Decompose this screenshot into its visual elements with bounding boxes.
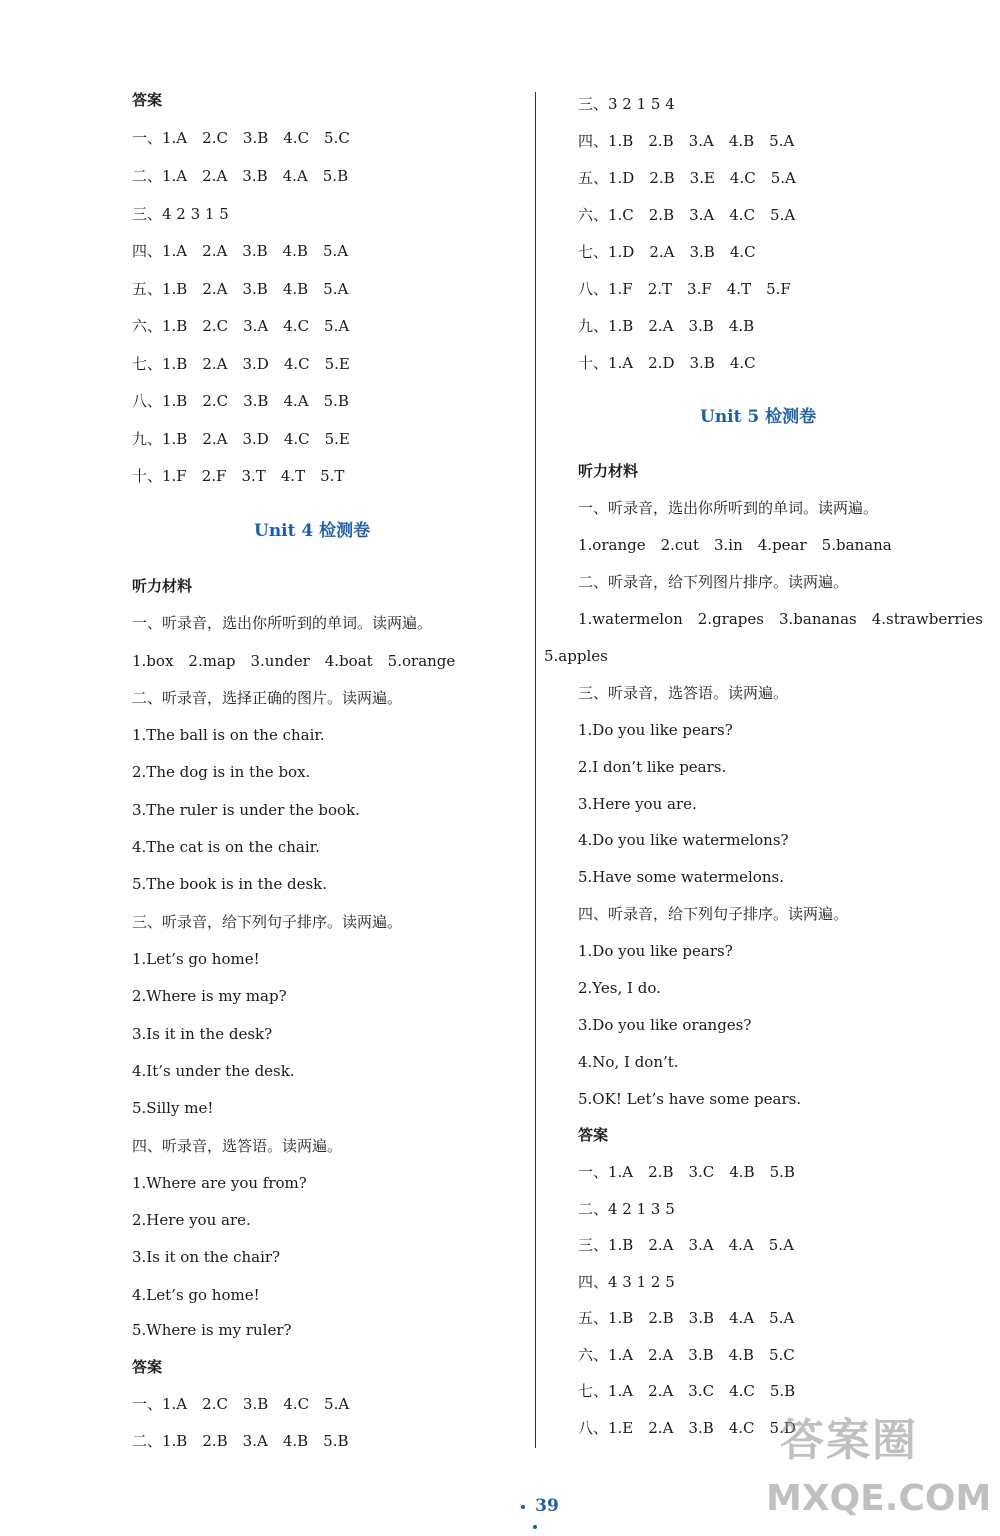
right-text-line: 5.Have some watermelons. <box>578 868 784 886</box>
left-text-line: 一、1.A 2.C 3.B 4.C 5.C <box>132 129 350 147</box>
watermark-top: 答案圈 <box>780 1415 918 1466</box>
left-text-line: 4.Let’s go home! <box>132 1286 260 1304</box>
left-heading: 答案 <box>132 91 163 109</box>
right-text-line: 七、1.D 2.A 3.B 4.C <box>578 243 756 261</box>
left-text-line: 4.The cat is on the chair. <box>132 838 320 856</box>
left-text-line: 一、听录音，选出你所听到的单词。读两遍。 <box>132 614 433 632</box>
page-number-text: 39 <box>535 1496 559 1516</box>
left-section-title: Unit 4 检测卷 <box>254 521 371 541</box>
dot-left <box>521 1505 525 1509</box>
left-text-line: 1.Let’s go home! <box>132 950 260 968</box>
right-text-line: 八、1.E 2.A 3.B 4.C 5.D <box>578 1419 796 1437</box>
right-text-line: 一、听录音，选出你所听到的单词。读两遍。 <box>578 499 879 517</box>
right-heading: 答案 <box>578 1126 609 1144</box>
dot-right <box>533 1525 537 1529</box>
left-text-line: 四、听录音，选答语。读两遍。 <box>132 1137 343 1155</box>
left-text-line: 3.Is it in the desk? <box>132 1025 273 1043</box>
right-text-line: 五、1.D 2.B 3.E 4.C 5.A <box>578 169 796 187</box>
right-text-line: 1.Do you like pears? <box>578 721 733 739</box>
right-text-line: 六、1.C 2.B 3.A 4.C 5.A <box>578 206 796 224</box>
left-text-line: 1.The ball is on the chair. <box>132 726 325 744</box>
right-text-line: 2.I don’t like pears. <box>578 758 727 776</box>
left-heading: 听力材料 <box>132 577 193 595</box>
right-text-line: 4.Do you like watermelons? <box>578 831 789 849</box>
left-text-line: 七、1.B 2.A 3.D 4.C 5.E <box>132 355 350 373</box>
right-text-line: 五、1.B 2.B 3.B 4.A 5.A <box>578 1309 795 1327</box>
left-text-line: 八、1.B 2.C 3.B 4.A 5.B <box>132 392 349 410</box>
right-text-line: 2.Yes, I do. <box>578 979 661 997</box>
left-text-line: 4.It’s under the desk. <box>132 1062 295 1080</box>
left-text-line: 六、1.B 2.C 3.A 4.C 5.A <box>132 317 350 335</box>
left-text-line: 二、1.B 2.B 3.A 4.B 5.B <box>132 1432 349 1450</box>
right-text-line: 十、1.A 2.D 3.B 4.C <box>578 354 756 372</box>
right-text-line: 二、听录音，给下列图片排序。读两遍。 <box>578 573 849 591</box>
left-text-line: 2.Here you are. <box>132 1211 251 1229</box>
left-text-line: 三、听录音，给下列句子排序。读两遍。 <box>132 913 403 931</box>
left-text-line: 3.Is it on the chair? <box>132 1248 281 1266</box>
left-text-line: 5.Where is my ruler? <box>132 1321 292 1339</box>
right-text-line: 四、4 3 1 2 5 <box>578 1273 675 1291</box>
left-text-line: 一、1.A 2.C 3.B 4.C 5.A <box>132 1395 350 1413</box>
right-text-line: 3.Here you are. <box>578 795 697 813</box>
right-text-line: 1.orange 2.cut 3.in 4.pear 5.banana <box>578 536 892 554</box>
left-text-line: 1.box 2.map 3.under 4.boat 5.orange <box>132 652 456 670</box>
left-text-line: 四、1.A 2.A 3.B 4.B 5.A <box>132 242 349 260</box>
right-text-line: 八、1.F 2.T 3.F 4.T 5.F <box>578 280 791 298</box>
left-text-line: 5.Silly me! <box>132 1099 214 1117</box>
right-text-line: 1.watermelon 2.grapes 3.bananas 4.strawberries <box>578 610 983 628</box>
right-text-line: 3.Do you like oranges? <box>578 1016 752 1034</box>
right-text-line: 4.No, I don’t. <box>578 1053 679 1071</box>
watermark <box>760 1400 1000 1524</box>
right-heading: 听力材料 <box>578 462 639 480</box>
left-text-line: 五、1.B 2.A 3.B 4.B 5.A <box>132 280 349 298</box>
right-section-title: Unit 5 检测卷 <box>700 407 817 427</box>
right-text-line: 七、1.A 2.A 3.C 4.C 5.B <box>578 1382 796 1400</box>
left-text-line: 2.The dog is in the box. <box>132 763 311 781</box>
watermark-bottom: MXQE.COM <box>766 1478 992 1519</box>
right-text-line: 一、1.A 2.B 3.C 4.B 5.B <box>578 1163 795 1181</box>
right-text-line: 四、1.B 2.B 3.A 4.B 5.A <box>578 132 795 150</box>
right-text-line: 1.Do you like pears? <box>578 942 733 960</box>
left-text-line: 1.Where are you from? <box>132 1174 307 1192</box>
left-text-line: 三、4 2 3 1 5 <box>132 205 229 223</box>
right-text-line: 三、1.B 2.A 3.A 4.A 5.A <box>578 1236 794 1254</box>
right-text-line: 5.OK! Let’s have some pears. <box>578 1090 802 1108</box>
right-text-line: 三、听录音，选答语。读两遍。 <box>578 684 789 702</box>
right-text-line: 二、4 2 1 3 5 <box>578 1200 675 1218</box>
right-text-line: 四、听录音，给下列句子排序。读两遍。 <box>578 905 849 923</box>
left-text-line: 二、1.A 2.A 3.B 4.A 5.B <box>132 167 349 185</box>
left-text-line: 2.Where is my map? <box>132 987 287 1005</box>
left-text-line: 5.The book is in the desk. <box>132 875 327 893</box>
right-text-line: 九、1.B 2.A 3.B 4.B <box>578 317 755 335</box>
left-heading: 答案 <box>132 1358 163 1376</box>
left-text-line: 九、1.B 2.A 3.D 4.C 5.E <box>132 430 350 448</box>
column-divider <box>535 92 536 1448</box>
left-text-line: 二、听录音，选择正确的图片。读两遍。 <box>132 689 403 707</box>
right-text-line: 六、1.A 2.A 3.B 4.B 5.C <box>578 1346 795 1364</box>
right-text-line: 5.apples <box>544 647 608 665</box>
left-text-line: 3.The ruler is under the book. <box>132 801 360 819</box>
right-text-line: 三、3 2 1 5 4 <box>578 95 675 113</box>
left-text-line: 十、1.F 2.F 3.T 4.T 5.T <box>132 467 345 485</box>
page-number <box>500 1496 570 1536</box>
